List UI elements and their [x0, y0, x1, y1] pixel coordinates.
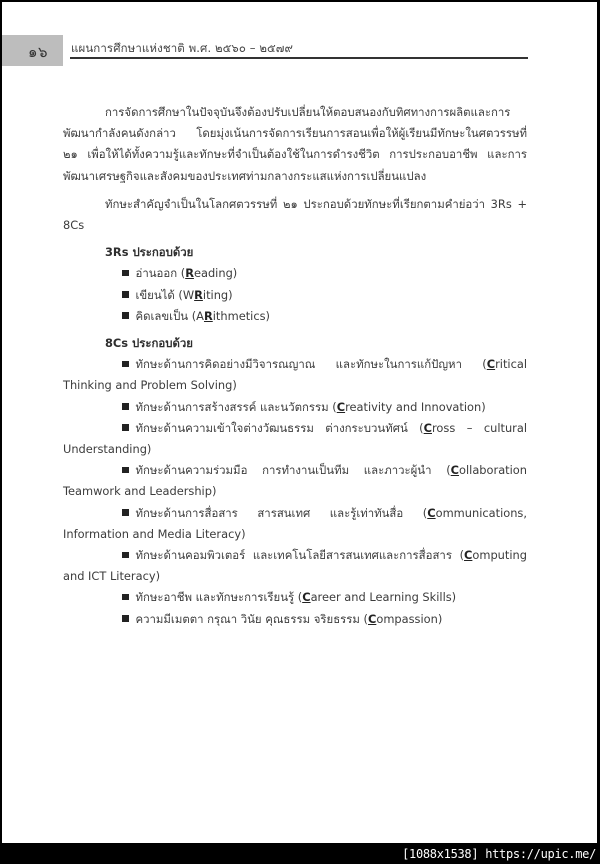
square-bullet-icon [122, 615, 129, 622]
skill-initial: R [203, 308, 213, 323]
skill-initial: R [194, 287, 203, 302]
list-item: ทักษะด้านความร่วมมือ การทำงานเป็นทีม และภาวะผู้นำ (Collaboration Teamwork and Leadership) [63, 463, 527, 499]
square-bullet-icon [122, 312, 129, 319]
list-item: ทักษะด้านการสื่อสาร สารสนเทศ และรู้เท่าทันสื่อ (Communications, Information and Media Literacy) [63, 505, 527, 541]
header-rule [70, 57, 528, 59]
skill-initial: C [367, 611, 377, 626]
skill-initial: C [423, 420, 432, 435]
square-bullet-icon [122, 552, 129, 559]
paragraph-intro: การจัดการศึกษาในปัจจุบันจึงต้องปรับเปลี่ยนให้ตอบสนองกับทิศทางการผลิตและการพัฒนากำลังคนดังกล่าว โดยมุ่งเน้นการจัดการเรียนการสอนเพื่อให้ผู้เรียนมีทักษะในศตวรรษที่ ๒๑ เพื่อให้ได้ทั้งความรู้และทักษะที่จำเป็นต้องใช้ในการดำรงชีวิต การประกอบอาชีพ และการพัฒนาเศรษฐกิจและสังคมของประเทศท่ามกลางกระแสแห่งการเปลี่ยนแปลง [63, 105, 527, 183]
square-bullet-icon [122, 361, 129, 368]
list-item: ทักษะอาชีพ และทักษะการเรียนรู้ (Career and Learning Skills) [63, 587, 527, 608]
skill-initial: C [486, 357, 496, 372]
skill-initial: C [450, 463, 460, 478]
skill-initial: R [185, 266, 194, 281]
square-bullet-icon [122, 270, 129, 277]
skill-initial: C [464, 548, 473, 563]
list-item: เขียนได้ (WRiting) [122, 285, 527, 306]
page-number: ๑๖ [28, 43, 49, 61]
list-3rs [63, 263, 527, 327]
document-page [2, 2, 597, 843]
section-title-8cs: 8Cs ประกอบด้วย [105, 336, 193, 351]
square-bullet-icon [122, 291, 129, 298]
square-bullet-icon [122, 509, 129, 516]
list-item: ทักษะด้านความเข้าใจต่างวัฒนธรรม ต่างกระบวนทัศน์ (Cross – cultural Understanding) [63, 420, 527, 457]
square-bullet-icon [122, 594, 129, 601]
square-bullet-icon [122, 467, 129, 474]
list-item: คิดเลขเป็น (ARithmetics) [122, 306, 527, 327]
image-watermark: [1088x1538] https://upic.me/ [402, 847, 596, 861]
skill-initial: C [302, 590, 311, 605]
list-item: ทักษะด้านการคิดอย่างมีวิจารณญาณ และทักษะในการแก้ปัญหา (Critical Thinking and Problem Solving) [63, 357, 527, 393]
running-header-title: แผนการศึกษาแห่งชาติ พ.ศ. ๒๕๖๐ – ๒๕๗๙ [71, 41, 294, 55]
square-bullet-icon [122, 403, 129, 410]
square-bullet-icon [122, 424, 129, 431]
skill-initial: C [427, 505, 436, 520]
list-8cs [63, 354, 527, 630]
list-item: อ่านออก (Reading) [122, 263, 527, 284]
list-item: ความมีเมตตา กรุณา วินัย คุณธรรม จริยธรรม (Compassion) [63, 609, 527, 630]
body-text [63, 102, 527, 630]
paragraph-skills: ทักษะสำคัญจำเป็นในโลกศตวรรษที่ ๒๑ ประกอบด้วยทักษะที่เรียกตามคำย่อว่า 3Rs + 8Cs [63, 196, 527, 233]
section-title-3rs: 3Rs ประกอบด้วย [105, 245, 194, 260]
list-item: ทักษะด้านการสร้างสรรค์ และนวัตกรรม (Creativity and Innovation) [63, 397, 527, 418]
list-item: ทักษะด้านคอมพิวเตอร์ และเทคโนโลยีสารสนเทศและการสื่อสาร (Computing and ICT Literacy) [63, 548, 527, 584]
skill-initial: C [336, 399, 346, 414]
